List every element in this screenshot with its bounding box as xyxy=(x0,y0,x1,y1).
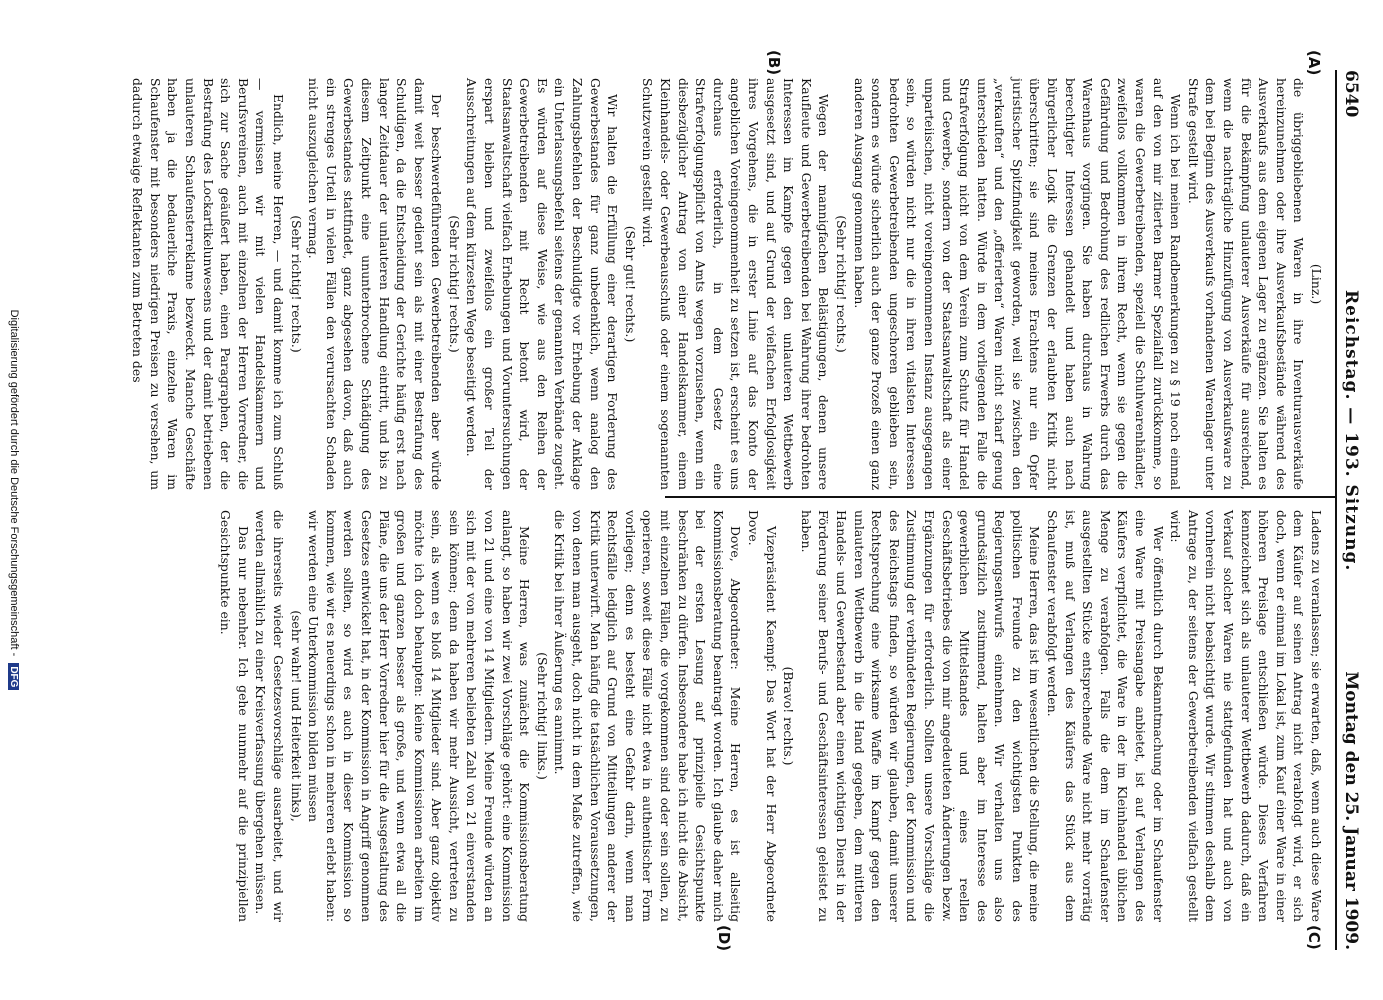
paragraph: Wenn ich bei meinen Randbemerkungen zu § 19 noch einmal auf den von mir zitierten Barmer Spezialfall zurückkomme, so waren die Gewerbetreibenden, speziell die Schuhwarenhändler, zweifellos vollkommen in ihrem Recht, wenn sie gegen die Gefährdung und Bedrohung des redlichen Erwerbs durch das Warenhaus vorgingen. Sie haben durchaus in Wahrung berechtigter Interessen gehandelt und haben auch nach bürgerlicher Logik die Grenzen der erlaubten Kritik nicht überschritten; sie sind meines Erachtens nur ein Opfer juristischer Spitzfindigkeit geworden, weil sie zwischen den „verkauften“ und den „offerierten“ Waren nicht scharf genug unterschieden hatten. Würde in dem vorliegenden Falle die Strafverfolgung nicht von dem Verein zum Schutz für Handel und Gewerbe, sondern von der Staatsanwaltschaft als einer unparteiischen, nicht voreingenommenen Instanz ausgegangen sein, so würden nicht nur die in ihren vitalsten Interessen bedrohten Gewerbetreibenden ungeschoren geblieben sein, sondern es würde sicherlich auch der ganze Prozeß einen ganz anderen Ausgang genommen haben. xyxy=(851,78,1184,490)
left-column xyxy=(129,78,1325,490)
quoted-proposal: Wer öffentlich durch Bekanntmachung oder im Schaufenster eine Ware mit Preisangabe anbietet, ist auf Verlangen des Käufers verpflichtet, die Ware in der im Kleinhandel üblichen Menge zu verabfolgen. Falls die dem im Schaufenster ausgestellten Stücke entsprechende Ware nicht mehr vorrätig ist, muß auf Verlangen des Käufers das Stück aus dem Schaufenster verabfolgt werden. xyxy=(1045,510,1166,922)
paragraph: Endlich, meine Herren, — und damit komme ich zum Schluß — vermissen wir mit vielen Handelskammern und Berufsvereinen, auch mit einzelnen der Herren Vorredner, die sich zur Sache geäußert haben, einen Paragraphen, der die Bestrafung des Lockartikelunwesens und der damit betriebenen unlauteren Schaufensterreklame bezweckt. Manche Geschäfte haben ja die bedauerliche Praxis, einzelne Waren im Schaufenster mit besonders niedrigen Preisen zu versehen, um dadurch etwaige Reflektanten zum Betreten des xyxy=(130,78,286,490)
margin-mark-b: (B) xyxy=(765,50,783,76)
interjection: (Sehr richtig! rechts.) xyxy=(833,215,849,353)
session-title: Reichstag. — 193. Sitzung. xyxy=(1341,290,1361,572)
interjection: (Sehr richtig! rechts.) xyxy=(288,215,304,353)
paragraph: Meine Herren, das ist im wesentlichen die Stellung, die meine politischen Freunde zu den wichtigsten Punkten des Regierungsentwurfs einnehmen. Wir verhalten uns also grundsätzlich zustimmend, halten aber im Interesse des gewerblichen Mittelstandes und eines reellen Geschäftsbetriebes die von mir angedeuteten Änderungen bezw. Ergänzungen für erforderlich. Sollten unsere Vorschläge die Zustimmung der verbündeten Regierungen, der Kommission und des Reichstags finden, so würden wir glauben, damit unserer Rechtsprechung eine wirksame Waffe im Kampf gegen den unlauteren Wettbewerb in die Hand gegeben, dem mittleren Handels- und Gewerbestand aber einen wichtigen Dienst in der Förderung seiner Berufs- und Geschäftsinteressen geleistet zu haben. xyxy=(798,510,1043,922)
paragraph: Ladens zu veranlassen; sie erwarten, daß, wenn auch diese Ware dem Käufer auf seinen Antrag nicht verabfolgt wird, er sich doch, wenn er einmal im Lokal ist, zum Kauf einer Ware in einer höheren Preislage entschließen würde. Dieses Verfahren kennzeichnet sich als unlauterer Wettbewerb dadurch, daß ein Verkauf solcher Waren nie stattgefunden hat und auch von vornherein nicht beabsichtigt wurde. Wir stimmen deshalb dem Antrage zu, der seitens der Gewerbetreibenden vielfach gestellt wird: xyxy=(1168,510,1324,922)
margin-mark-c: (C) xyxy=(1305,925,1323,950)
page-number: 6540 xyxy=(1341,70,1361,118)
page-header xyxy=(1339,70,1361,950)
interjection: (Bravo! rechts.) xyxy=(781,666,797,766)
interjection: (Sehr richtig! rechts.) xyxy=(446,215,462,353)
header-rule xyxy=(1335,70,1337,950)
credit-text: Digitalisierung gefördert durch die Deutsche Forschungsgemeinschaft - xyxy=(8,309,20,657)
paragraph: Wir halten die Erfüllung einer derartigen Forderung des Gewerbestandes für ganz unbedenklich, wenn analog den Zahlungsbefehlen der Beschuldigte vor Erhebung der Anklage ein Unterlassungsbefehl seitens der genannten Verbände zugeht. Es würden auf diese Weise, wie aus den Reihen der Gewerbetreibenden mit Recht betont wird, der Staatsanwaltschaft vielfach Erhebungen und Voruntersuchungen erspart bleiben und zweifellos ein großer Teil der Ausschreitungen auf dem kürzesten Wege beseitigt werden. xyxy=(464,78,621,490)
paragraph: Wegen der mannigfachen Belästigungen, denen unsere Kaufleute und Gewerbetreibenden bei Wahrung ihrer bedrohten Interessen im Kampfe gegen den unlauteren Wettbewerb ausgesetzt sind, und auf Grund der vielfachen Erfolglosigkeit ihres Vorgehens, die in erster Linie auf das Konto der angeblichen Voreingenommenheit zu setzen ist, erscheint es uns durchaus erforderlich, in dem Gesetz eine Strafverfolgungspflicht von Amts wegen vorzusehen, wenn ein diesbezüglicher Antrag von einer Handelskammer, einem Kleinhandels- oder Gewerbeausschuß oder einem sogenannten Schutzverein gestellt wird. xyxy=(640,78,832,490)
margin-mark-a: (A) xyxy=(1305,50,1323,76)
column-divider xyxy=(665,496,1335,498)
session-date: Montag den 25. Januar 1909. xyxy=(1341,671,1361,950)
dfg-logo: DFG xyxy=(8,663,19,690)
paragraph: Meine Herren, was zunächst die Kommissionsberatung anlangt, so haben wir zwei Vorschläge gehört: eine Kommission von 21 und eine von 14 Mitgliedern. Meine Freunde würden an sich mit der von mehreren beliebten Zahl von 21 einverstanden sein können; denn da haben wir mehr Aussicht, vertreten zu sein, als wenn es bloß 14 Mitglieder sind. Aber ganz objektiv möchte ich doch behaupten: kleine Kommissionen arbeiten im großen und ganzen besser als große, und wenn etwa all die Pläne, die uns der Herr Vorredner hier für die Ausgestaltung des Gesetzes entwickelt hat, in der Kommission in Angriff genommen werden sollten, so wird es auch in dieser Kommission so kommen, wie wir es neuerdings schon in mehreren erlebt haben: wir werden eine Unterkommission bilden müssen xyxy=(306,510,533,922)
interjection: (Sehr richtig! links.) xyxy=(534,652,550,780)
right-column xyxy=(217,510,1325,922)
interjection: (sehr wahr! und Heiterkeit links), xyxy=(288,610,304,822)
paragraph: Der beschwerdeführenden Gewerbetreibenden aber würde damit weit besser gedient sein als mit einer Bestrafung des Schuldigen, da die Entscheidung der Gerichte häufig erst nach langer Zeitdauer der unlauteren Handlung eintritt, und bis zu diesem Zeitpunkt eine ununterbrochene Schädigung des Gewerbestandes stattfindet, ganz abgesehen davon, daß auch ein strenges Urteil in vielen Fällen den verursachten Schaden nicht auszugleichen vermag. xyxy=(306,78,445,490)
paragraph: Vizepräsident Kaempf: Das Wort hat der Herr Abgeordnete Dove. xyxy=(746,510,779,922)
paragraph: die übriggebliebenen Waren in ihre Inventurausverkäufe hereinzunehmen oder ihre Ausverkaufsbestände während des Ausverkaufs aus dem eigenen Lager zu ergänzen. Sie halten es für die Bekämpfung unlauterer Ausverkäufe für ausreichend, wenn die nachträgliche Hinzufügung von Ausverkaufsware zu dem bei Beginn des Ausverkaufs vorhandenen Warenlager unter Strafe gestellt wird. xyxy=(1185,78,1307,490)
speaker-name: (Linz.) xyxy=(1309,263,1324,305)
margin-mark-d: (D) xyxy=(715,925,733,952)
digitization-credit xyxy=(8,0,20,1000)
paragraph: Das nur nebenher. Ich gehe nunmehr auf die prinzipiellen Gesichtspunkte ein. xyxy=(218,510,251,922)
interjection: (Sehr gut! rechts.) xyxy=(622,225,638,343)
paragraph: die ihrerseits wieder Gesetzesvorschläge ausarbeitet, und wir werden allmählich zu einer Kreisverfassung übergehen müssen. xyxy=(253,510,286,922)
paragraph: Dove, Abgeordneter: Meine Herren, es ist allseitig Kommissionsberatung beantragt worden. Ich glaube daher mich bei der ersten Lesung auf prinzipielle Gesichtspunkte beschränken zu dürfen. Insbesondere habe ich nicht die Absicht, mit einzelnen Fällen, die vorgekommen sind oder sein sollen, zu operieren, soweit diese Fälle nicht etwa in authentischer Form vorliegen; denn es besteht eine Gefahr darin, wenn man Rechtsfälle lediglich auf Grund von Mitteilungen anderer der Kritik unterwirft. Man häufig die tatsächlichen Voraussetzungen, von denen man ausgeht, doch nicht in dem Maße zutreffen, wie die Kritik bei ihrer Äußerung es annimmt. xyxy=(552,510,744,922)
